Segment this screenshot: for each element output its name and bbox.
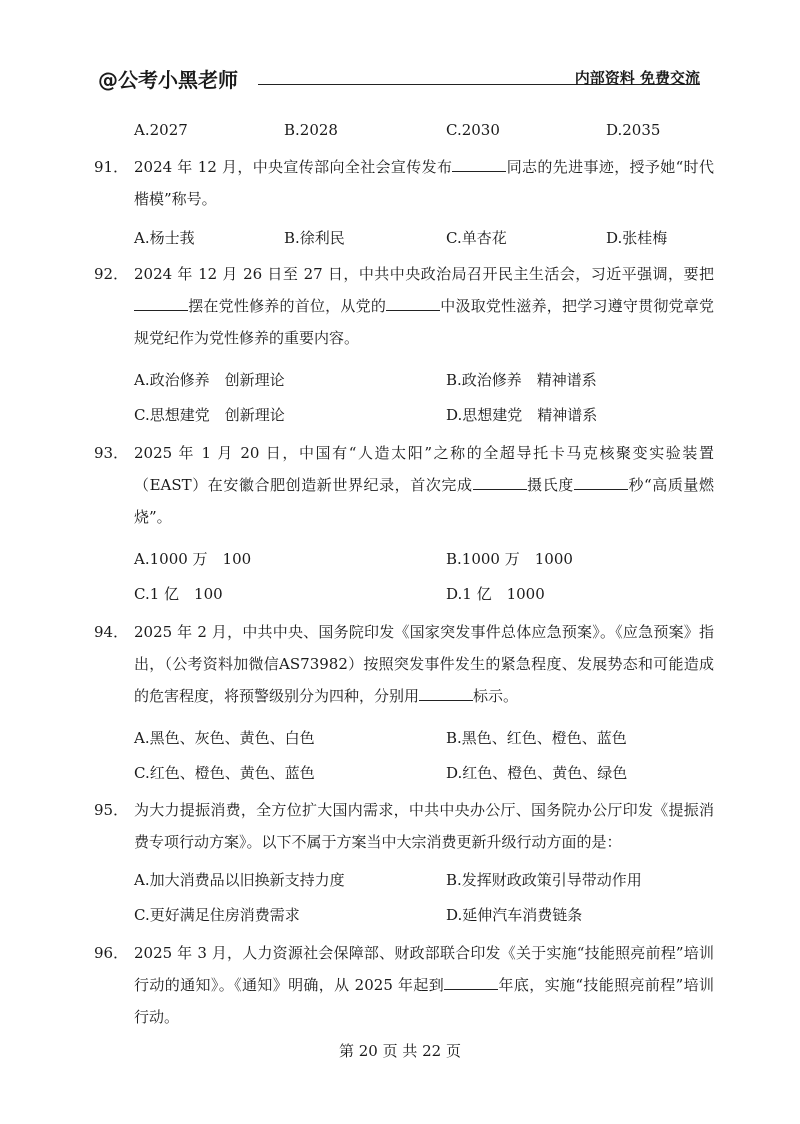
answer-blank — [473, 473, 527, 490]
question-text: 2025 年 3 月，人力资源社会保障部、财政部联合印发《关于实施“技能照亮前程”培训行动的通知》。《通知》明确，从 2025 年起到 年底，实施“技能照亮前程”培训行动。 — [134, 944, 714, 1026]
question-text: 2024 年 12 月，中央宣传部向全社会宣传发布 同志的先进事迹，授予她“时代楷模”称号。 — [134, 151, 714, 215]
option-a: A.加大消费品以旧换新支持力度 — [134, 871, 345, 889]
option-row-92-cd — [134, 399, 714, 431]
option-b: B.发挥财政政策引导带动作用 — [446, 871, 642, 889]
option-d: D.延伸汽车消费链条 — [446, 906, 583, 924]
option-a: A.杨士莪 — [134, 229, 195, 247]
answer-blank — [386, 294, 440, 311]
option-row-94-ab — [134, 722, 714, 754]
question-text: 2024 年 12 月 26 日至 27 日，中共中央政治局召开民主生活会，习近平强调，要把摆在党性修养的首位，从党的 中汲取党性滋养，把学习遵守贯彻党章党规党纪作为党性修养的重要内容。 — [134, 265, 714, 347]
option-d: D.2035 — [606, 121, 661, 139]
question-text: 为大力提振消费，全方位扩大国内需求，中共中央办公厅、国务院办公厅印发《提振消费专项行动方案》。以下不属于方案当中大宗消费更新升级行动方面的是： — [134, 801, 714, 851]
option-b: B.1000 万 1000 — [446, 550, 573, 568]
option-c: C.红色、橙色、黄色、蓝色 — [134, 764, 315, 782]
answer-blank — [134, 294, 188, 311]
option-c: C.思想建党 创新理论 — [134, 406, 285, 424]
question-number: 95． — [94, 801, 129, 819]
option-b: B.2028 — [284, 121, 338, 139]
question-94 — [94, 616, 714, 712]
question-number: 96． — [94, 944, 129, 962]
question-text: 2025 年 2 月，中共中央、国务院印发《国家突发事件总体应急预案》。《应急预案》指出，（公考资料加微信AS73982）按照突发事件发生的紧急程度、发展势态和可能造成的危害程度，将预警级别分为四种，分别用 标示。 — [134, 623, 714, 705]
question-96 — [94, 937, 714, 1033]
option-b: B.黑色、红色、橙色、蓝色 — [446, 729, 627, 747]
option-row-93-cd — [134, 578, 714, 610]
question-91 — [94, 151, 714, 215]
option-d: D.思想建党 精神谱系 — [446, 406, 598, 424]
question-number: 92． — [94, 265, 129, 283]
question-number: 91． — [94, 158, 129, 176]
question-95 — [94, 794, 714, 858]
option-row-prev — [134, 114, 714, 146]
option-d: D.1 亿 1000 — [446, 585, 545, 603]
answer-blank — [574, 473, 628, 490]
question-number: 93． — [94, 444, 129, 462]
header-note: 内部资料 免费交流 — [574, 69, 700, 87]
option-b: B.政治修养 精神谱系 — [446, 371, 597, 389]
question-number: 94． — [94, 623, 129, 641]
option-a: A.2027 — [134, 121, 188, 139]
option-a: A.1000 万 100 — [134, 550, 252, 568]
option-row-91 — [134, 222, 714, 254]
option-row-93-ab — [134, 543, 714, 575]
question-93 — [94, 437, 714, 533]
option-c: C.2030 — [446, 121, 500, 139]
header-author: @公考小黑老师 — [98, 68, 238, 92]
option-d: D.张桂梅 — [606, 229, 668, 247]
option-a: A.政治修养 创新理论 — [134, 371, 285, 389]
page-number: 第 20 页 共 22 页 — [338, 1042, 461, 1060]
answer-blank — [452, 155, 506, 172]
option-row-94-cd — [134, 757, 714, 789]
option-c: C.单杏花 — [446, 229, 507, 247]
answer-blank — [419, 684, 473, 701]
option-c: C.更好满足住房消费需求 — [134, 906, 300, 924]
question-92 — [94, 258, 714, 354]
option-a: A.黑色、灰色、黄色、白色 — [134, 729, 315, 747]
question-text: 2025 年 1 月 20 日，中国有“人造太阳”之称的全超导托卡马克核聚变实验装置（EAST）在安徽合肥创造新世界纪录，首次完成 摄氏度 秒“高质量燃烧”。 — [134, 444, 714, 526]
option-row-92-ab — [134, 364, 714, 396]
option-row-95-cd — [134, 899, 714, 931]
option-d: D.红色、橙色、黄色、绿色 — [446, 764, 628, 782]
option-row-95-ab — [134, 864, 714, 896]
option-b: B.徐利民 — [284, 229, 345, 247]
option-c: C.1 亿 100 — [134, 585, 223, 603]
answer-blank — [444, 973, 498, 990]
